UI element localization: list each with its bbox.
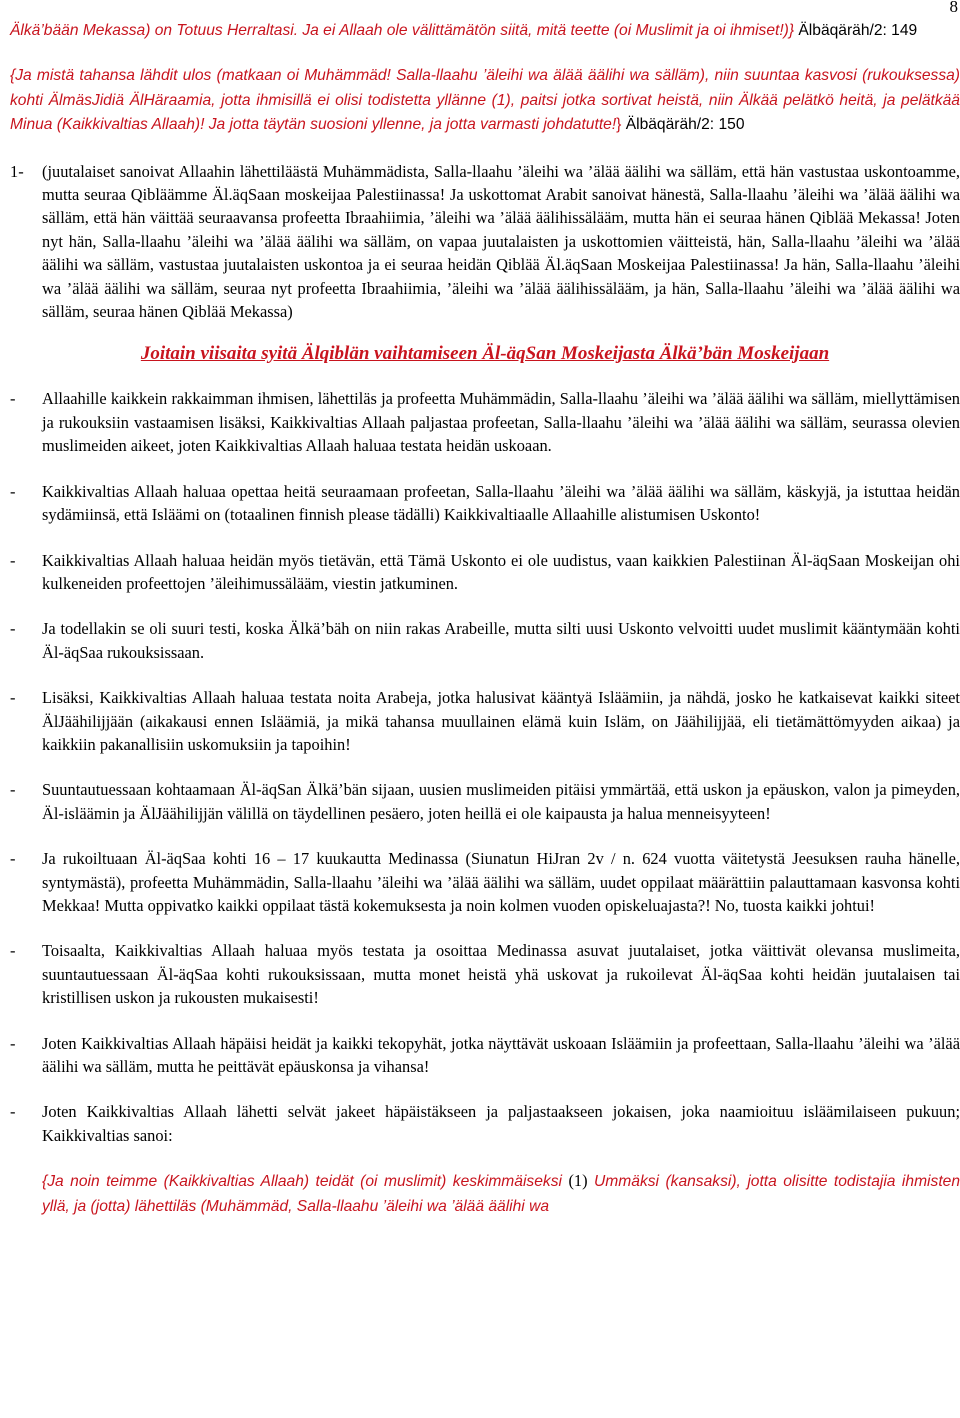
verse-149-ref: Älbäqäräh/2: 149 — [794, 22, 918, 39]
list-item — [10, 686, 960, 756]
list-item — [10, 549, 960, 596]
bullet-text: Joten Kaikkivaltias Allaah häpäisi heidät ja kaikki tekopyhät, jotka näyttävät uskoaan Isläämiin ja profeettaan, Salla-llaahu ’äleihi wa ’älää äälihi wa sälläm, mutta he peittävät epäuskonsa ja vihansa! — [42, 1033, 960, 1076]
bullet-mark: - — [10, 1102, 16, 1122]
verse-150-ref: Älbäqäräh/2: 150 — [621, 116, 745, 134]
verse-149-quote: Älkä’bään Mekassa) on Totuus Herraltasi. Ja ei Allaah ole välittämätön siitä, mitä teette (oi Muslimit ja oi ihmiset!)} — [10, 22, 795, 39]
bullet-mark: - — [10, 389, 16, 409]
final-quote-footnote-mark: (1) — [568, 1171, 588, 1191]
final-quote-block — [10, 1169, 960, 1218]
bullet-mark: - — [10, 1033, 16, 1053]
bullet-mark: - — [10, 780, 16, 800]
bullet-text: Toisaalta, Kaikkivaltias Allaah haluaa myös testata ja osoittaa Medinassa asuvat juutalaiset, jotka väittivät olevansa muslimeita, suuntautuessaan Äl-äqSaa kohti rukouksissaan, mutta monet heistä yhä uskovat ja rukoilevat Äl-äqSaa kohti heidän juutalaisen tai kristillisen uskon ja rukousten mukaisesti! — [42, 941, 960, 1008]
bullet-text: Ja todellakin se oli suuri testi, koska Älkä’bäh on niin rakas Arabeille, mutta silti uusi Uskonto velvoitti uudet muslimit kääntymään kohti Äl-äqSaa rukouksissaan. — [42, 619, 960, 662]
footnote — [10, 160, 960, 324]
final-quote-text-b: Ummäksi (kansaksi), jotta olisitte todistajia ihmisten yllä, ja (jotta) lähettiläs (Muhämmäd, Salla-llaahu ’äleihi wa ’älää äälihi wa — [42, 1173, 960, 1215]
bullet-list — [10, 387, 960, 1147]
footnote-text-d: Ja hän, Salla-llaahu ’äleihi wa ’älää äälihi wa sälläm, seuraa nyt profeetta Ibraahiimia, ’äleihi wa ’älää äälihissälääm, ja hän, Salla-llaahu ’äleihi wa ’älää äälihi wa sälläm, seuraa hänen Qiblää Mekassa) — [42, 255, 960, 322]
bullet-mark: - — [10, 550, 16, 570]
footnote-mark: 1- — [10, 161, 24, 181]
list-item — [10, 939, 960, 1009]
bullet-text: Allaahille kaikkein rakkaimman ihmisen, lähettiläs ja profeetta Muhämmädin, Salla-llaahu ’äleihi wa ’älää äälihi wa sälläm, miellyttämisen ja rukouksiin vastaamisen lisäksi, Kaikkivaltias Allaah paljastaa profeetan, Salla-llaahu ’äleihi wa ’älää äälihi wa sälläm, seurassa olevien muslimeiden aikeet, joten Kaikkivaltias Allaah haluaa testata heidän uskoaan. — [42, 389, 960, 456]
bullet-mark: - — [10, 688, 16, 708]
verse-150-quote-close: } — [616, 116, 622, 134]
bullet-mark: - — [10, 941, 16, 961]
footnote-text — [42, 160, 960, 324]
verse-150 — [10, 63, 960, 136]
final-quote-indent — [10, 1169, 42, 1218]
list-item — [10, 1100, 960, 1147]
verse-149 — [10, 18, 960, 42]
bullet-text: Lisäksi, Kaikkivaltias Allaah haluaa testata noita Arabeja, jotka halusivat kääntyä Isläämiin, ja nähdä, josko he katkaisevat kaikki siteet ÄlJäähilijjään (aikakausi ennen Isläämiä, ja mikä tahansa muullainen elämä kuin Isläm, on Jäähilijjää, eli tietämättömyyden aikaa) ja kaikkiin pakanallisiin uskomuksiin ja tapoihin! — [42, 688, 960, 754]
list-item — [10, 480, 960, 527]
document-page — [10, 0, 960, 1218]
footnote-text-b: Ja uskottomat Arabit sanoivat hänestä, Salla-llaahu ’äleihi wa ’älää äälihi wa sälläm, että hän väittää seuraavansa profeetta Ibraahiimia, ’äleihi wa ’älää äälihissälääm, mutta hän ei seuraa hänen Qiblää Mekassa! — [42, 185, 960, 228]
bullet-text: Joten Kaikkivaltias Allaah lähetti selvät jakeet häpäistäkseen ja paljastaakseen jokaisen, joka naamioituu isläämilaiseen pukuun; Kaikkivaltias sanoi: — [42, 1102, 960, 1145]
final-quote — [42, 1169, 960, 1218]
bullet-text: Kaikkivaltias Allaah haluaa heidän myös tietävän, että Tämä Uskonto ei ole uudistus, vaan kaikkien Palestiinan Äl-äqSaan Moskeijan ohi kulkeneiden profeettojen ’äleihimussälääm, viestin jatkuminen. — [42, 550, 960, 593]
page-number: 8 — [949, 0, 958, 16]
list-item — [10, 617, 960, 664]
verse-150-quote: {Ja mistä tahansa lähdit ulos (matkaan oi Muhämmäd! Salla-llaahu ’äleihi wa älää äälihi wa sälläm), niin suuntaa kasvosi (rukouksessa) kohti ÄlmäsJidiä ÄlHäraamia, jotta ihmisillä ei olisi todistetta yllänne (1), paitsi jotka sortivat heistä, niin Älkää pelätkö heitä, ja pelätkää Minua (Kaikkivaltias Allaah)! Ja jotta täytän suosioni yllenne, ja jotta varmasti johdatutte! — [10, 67, 960, 134]
footnote-text-c: Joten nyt hän, Salla-llaahu ’äleihi wa ’älää äälihi wa sälläm, on vapaa juutalaisten ja uskottomien väitteistä, hän, Salla-llaahu ’äleihi wa ’älää äälihi wa sälläm, vastustaa juutalaisten uskontoa ja ei seuraa heidän Qiblää Äl.äqSaan Moskeijaa Palestiinassa! — [42, 208, 960, 275]
section-heading: Joitain viisaita syitä Älqiblän vaihtamiseen Äl-äqSan Moskeijasta Älkä’bän Moskeijaan — [140, 343, 830, 365]
bullet-mark: - — [10, 619, 16, 639]
list-item — [10, 778, 960, 825]
bullet-text: Suuntautuessaan kohtaamaan Äl-äqSan Älkä’bän sijaan, uusien muslimeiden pitäisi ymmärtää, että uskon ja epäuskon, valon ja pimeyden, Äl-isläämin ja ÄlJäähilijjän välillä on täydellinen pesäero, joten heillä ei ole kaipausta ja halua menneisyyteen! — [42, 780, 960, 823]
bullet-text: Ja rukoiltuaan Äl-äqSaa kohti 16 – 17 kuukautta Medinassa (Siunatun HiJran 2v / n. 624 vuotta väitetystä Jeesuksen rauha hänelle, syntymästä), profeetta Muhämmädin, Salla-llaahu ’äleihi wa ’älää äälihi wa sälläm, uudet oppilaat määrättiin palauttamaan kasvonsa kohti Mekkaa! Mutta oppivatko kaikki oppilaat tästä kokemuksesta ja noin kolmen vuoden opiskeluajasta?! No, tuosta kaikki johtui! — [42, 849, 960, 915]
list-item — [10, 387, 960, 457]
footnote-text-a: (juutalaiset sanoivat Allaahin lähettiläästä Muhämmädista, Salla-llaahu ’äleihi wa ’älää äälihi wa sälläm, että hän vastustaa uskontoamme, mutta seuraa Qibläämme Äl.äqSaan moskeijaa Palestiinassa! — [42, 161, 960, 205]
final-quote-text-a: {Ja noin teimme (Kaikkivaltias Allaah) teidät (oi muslimit) keskimmäiseksi — [42, 1173, 569, 1191]
bullet-mark: - — [10, 481, 16, 501]
bullet-mark: - — [10, 849, 16, 869]
list-item — [10, 1032, 960, 1079]
bullet-text: Kaikkivaltias Allaah haluaa opettaa heitä seuraamaan profeetan, Salla-llaahu ’äleihi wa ’älää äälihi wa sälläm, käskyjä, ja istuttaa heidän sydämiinsä, että Isläämi on (totaalinen finnish please tädälli) Kaikkivaltiaalle Allaahille alistumisen Uskonto! — [42, 481, 960, 525]
list-item — [10, 847, 960, 917]
